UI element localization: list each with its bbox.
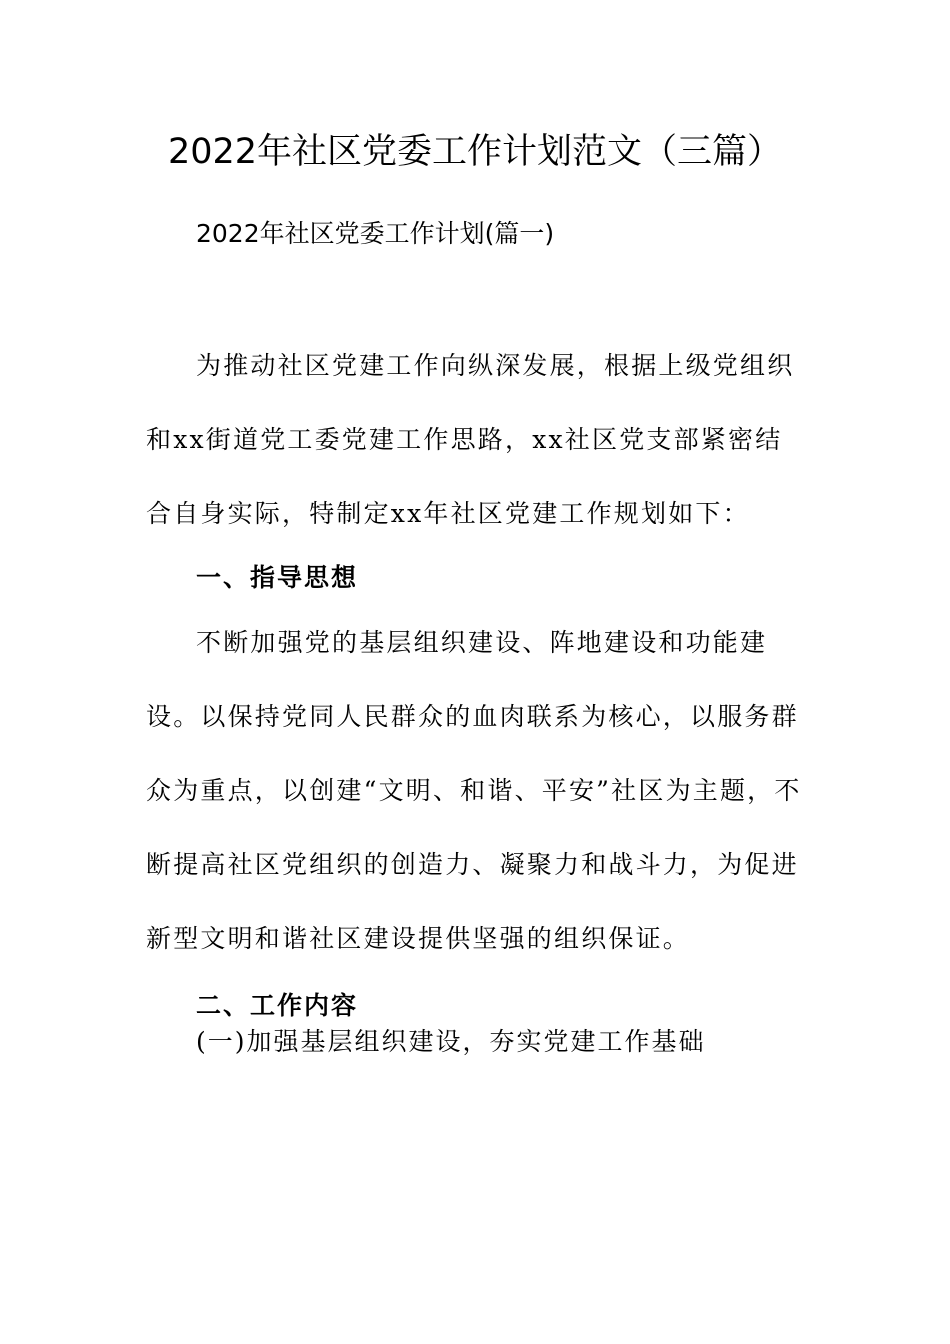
intro-paragraph: 为推动社区党建工作向纵深发展，根据上级党组织和xx街道党工委党建工作思路，xx社区党支部紧密结合自身实际，特制定xx年社区党建工作规划如下： [146,351,795,528]
section-heading-work-content: 二、工作内容 [196,991,359,1020]
document-title: 2022年社区党委工作计划范文（三篇） [167,132,783,172]
section-heading-guiding-thought: 一、指导思想 [196,563,359,592]
document-subtitle: 2022年社区党委工作计划(篇一) [196,219,555,248]
section-paragraph-guiding-thought: 不断加强党的基层组织建设、阵地建设和功能建设。以保持党同人民群众的血肉联系为核心，以服务群众为重点，以创建“文明、和谐、平安”社区为主题，不断提高社区党组织的创造力、凝聚力和战斗力，为促进新型文明和谐社区建设提供坚强的组织保证。 [146,628,802,953]
section-subheading-organization: (一)加强基层组织建设，夯实党建工作基础 [196,1027,706,1056]
